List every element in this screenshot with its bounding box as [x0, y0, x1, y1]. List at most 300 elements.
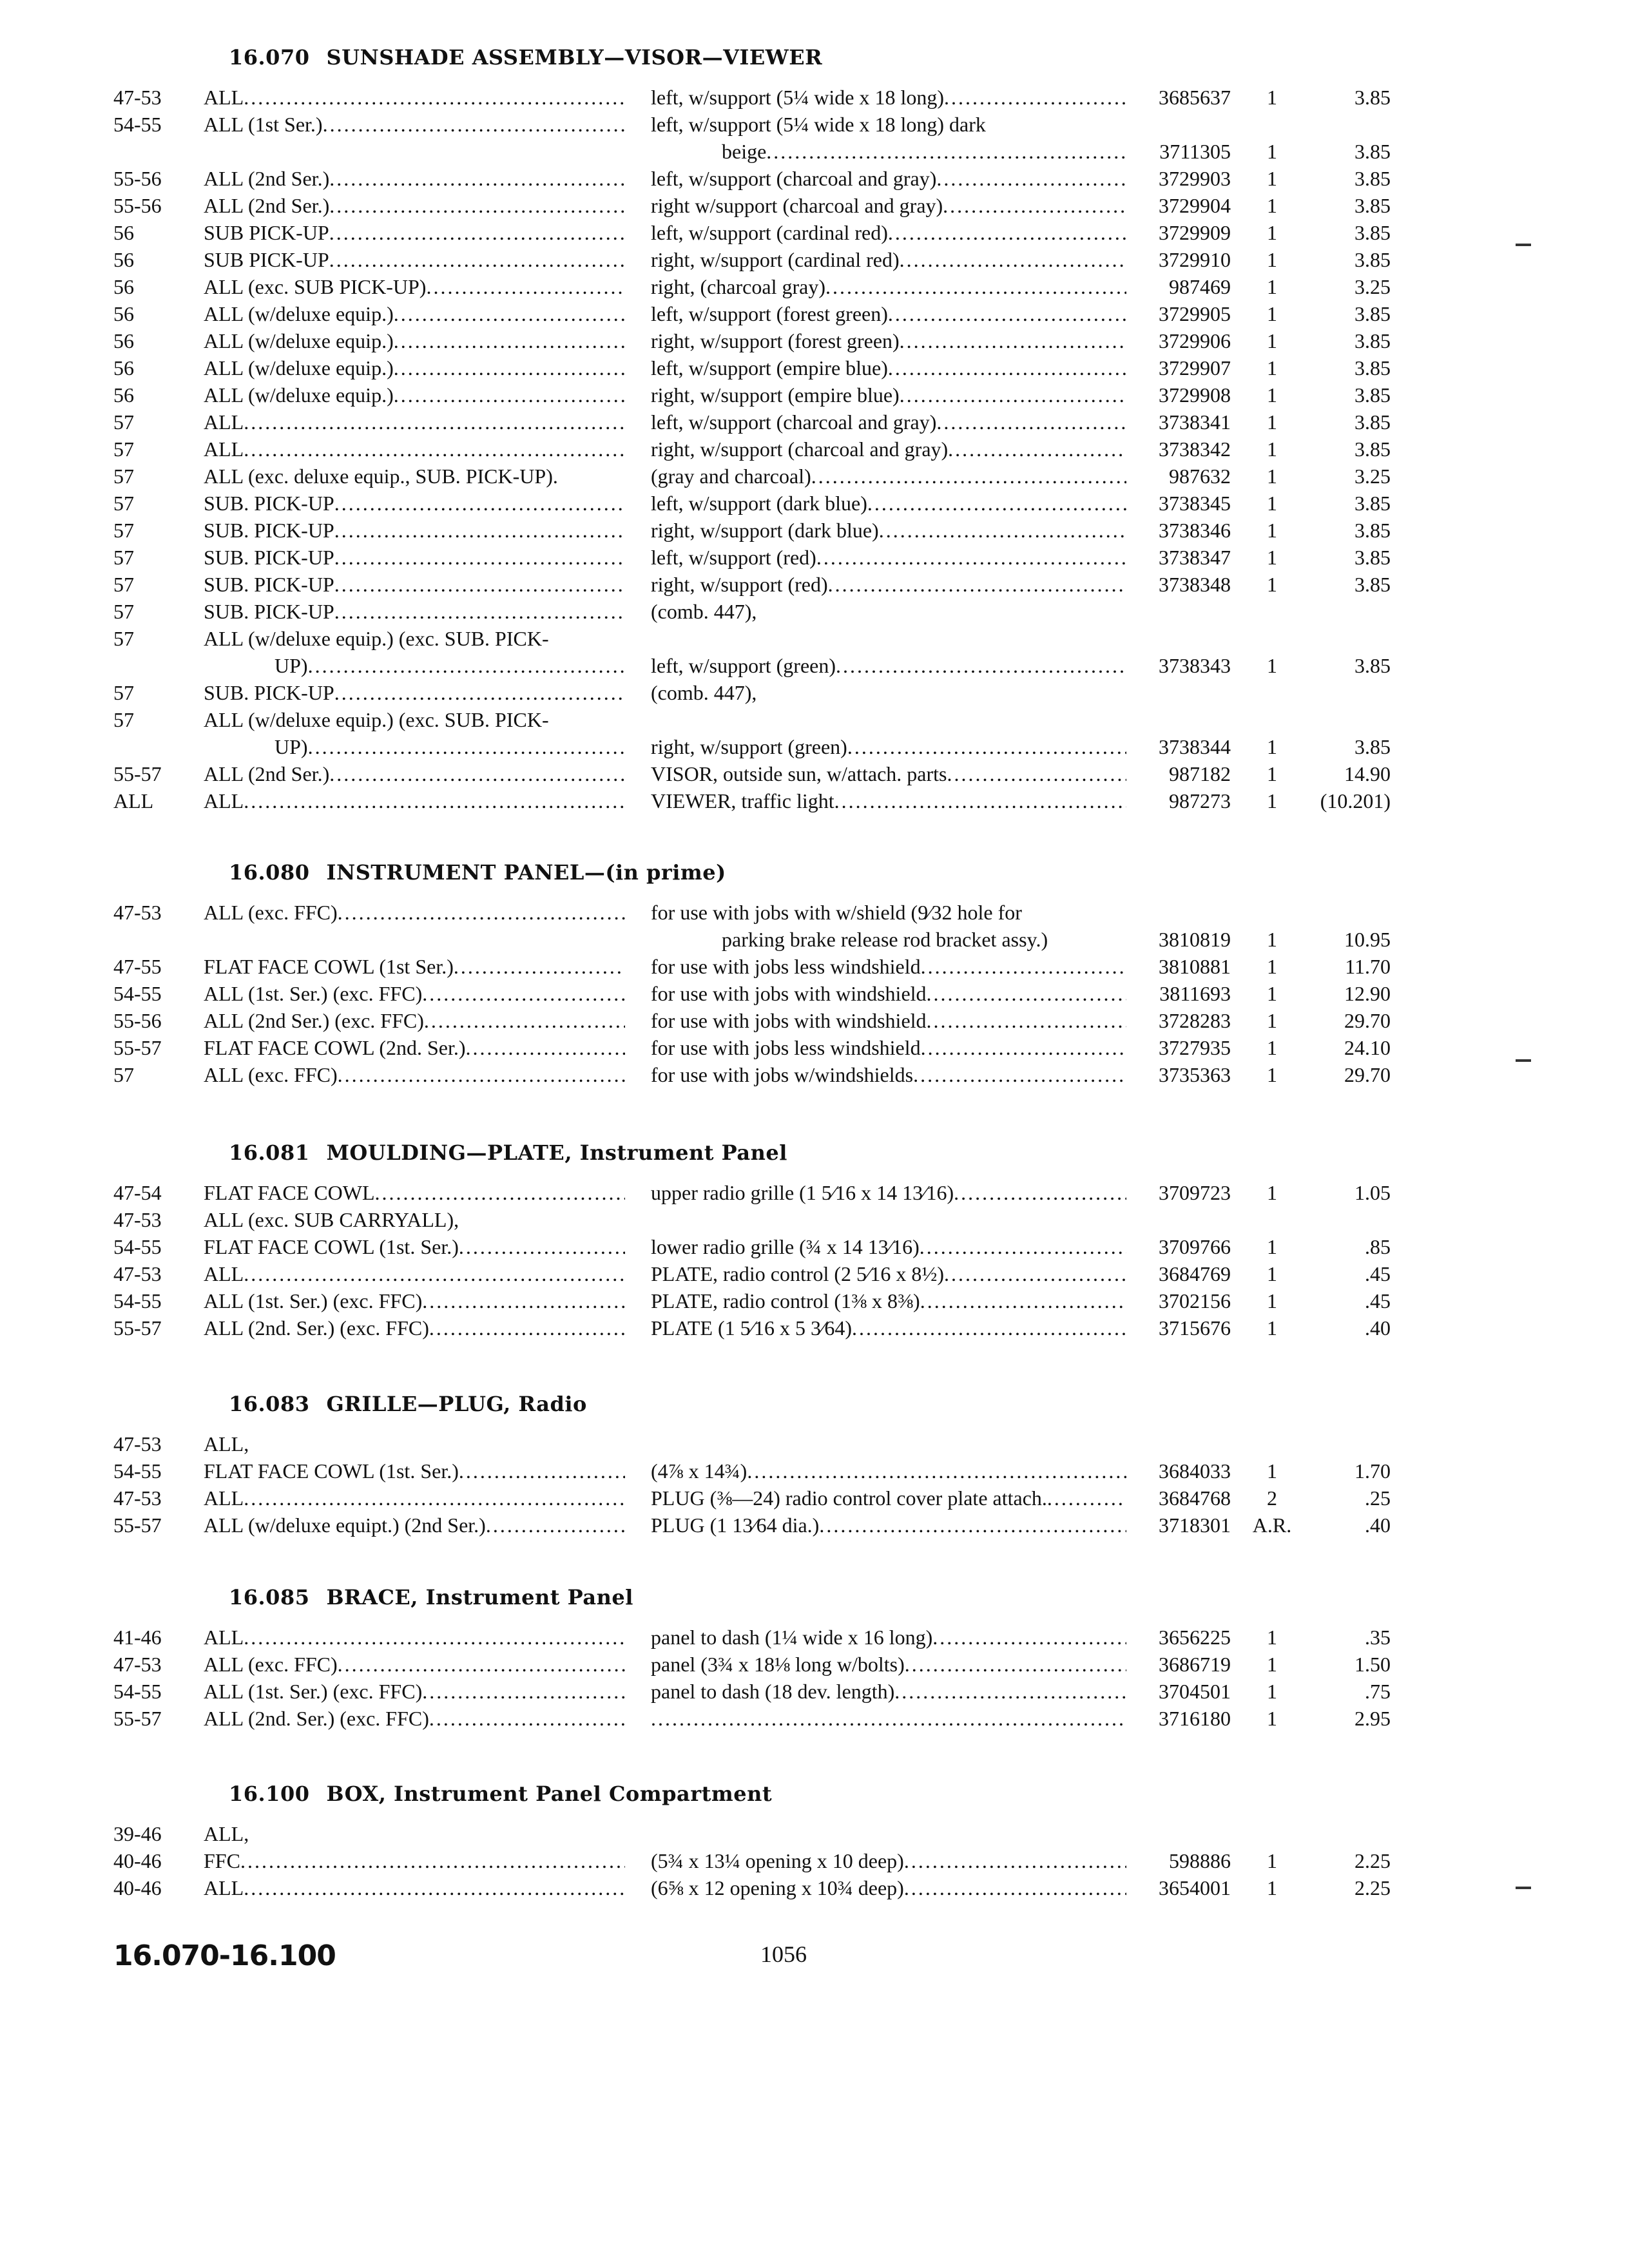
table-row: [0, 436, 1629, 463]
description-cell: [651, 1651, 1126, 1678]
description-cell: [651, 1705, 1126, 1732]
quantity: [1246, 219, 1298, 246]
table-row: [0, 980, 1629, 1007]
table-row: [0, 1061, 1629, 1088]
part-number: [1128, 1705, 1231, 1732]
year-range: [113, 1874, 197, 1901]
model-cell-line2-text: UP): [275, 735, 308, 758]
year-range-text: 57: [113, 437, 134, 461]
quantity: [1246, 544, 1298, 571]
model-cell: [204, 899, 625, 926]
description-cell: [651, 490, 1126, 517]
quantity-text: 1: [1267, 1235, 1277, 1258]
year-range-text: 56: [113, 302, 134, 325]
part-number-text: 3729903: [1159, 167, 1231, 190]
part-number-text: 3656225: [1159, 1626, 1231, 1649]
description-cell-text: left, w/support (green): [651, 654, 836, 677]
year-range: [113, 1820, 197, 1847]
model-cell-text: ALL (w/deluxe equip.): [204, 383, 394, 407]
description-cell: [651, 1061, 1126, 1088]
year-range: [113, 1314, 197, 1341]
description-cell-line2: [651, 926, 1126, 953]
model-cell-text: ALL (w/deluxe equipt.) (2nd Ser.): [204, 1514, 486, 1537]
quantity-text: 1: [1267, 1316, 1277, 1340]
model-cell-text: FLAT FACE COWL: [204, 1181, 375, 1204]
model-cell: [204, 1820, 625, 1847]
year-range: [113, 1847, 197, 1874]
part-number: [1128, 219, 1231, 246]
part-number: [1128, 246, 1231, 273]
year-range-text: 56: [113, 356, 134, 380]
description-cell: [651, 1874, 1126, 1901]
model-cell: [204, 1034, 625, 1061]
year-range-text: 55-56: [113, 1009, 162, 1032]
table-row: [0, 300, 1629, 327]
part-number-text: 3709766: [1159, 1235, 1231, 1258]
quantity-text: 1: [1267, 1262, 1277, 1285]
year-range-text: 57: [113, 573, 134, 596]
model-cell: [204, 192, 625, 219]
section-heading: [229, 1585, 633, 1610]
quantity-text: 1: [1267, 1459, 1277, 1483]
description-cell: [651, 436, 1126, 463]
table-row: [0, 1206, 1629, 1233]
year-range-text: 47-53: [113, 1653, 162, 1676]
section-title: SUNSHADE ASSEMBLY—VISOR—VIEWER: [326, 45, 823, 70]
year-range: [113, 111, 197, 138]
year-range-text: 57: [113, 465, 134, 488]
price-text: 29.70: [1344, 1009, 1391, 1032]
price-text: 3.85: [1354, 437, 1391, 461]
price: [1308, 1179, 1391, 1206]
table-row: [0, 706, 1629, 760]
year-range-text: 54-55: [113, 1289, 162, 1312]
price: [1308, 980, 1391, 1007]
table-row: [0, 1512, 1629, 1539]
quantity-text: 1: [1267, 1876, 1277, 1899]
quantity: [1246, 1485, 1298, 1512]
part-number-text: 987273: [1169, 789, 1231, 812]
year-range-text: 54-55: [113, 113, 162, 136]
price: [1308, 1874, 1391, 1901]
part-number-text: 3738348: [1159, 573, 1231, 596]
footer-section-range: 16.070-16.100: [113, 1939, 336, 1972]
part-number-text: 3729905: [1159, 302, 1231, 325]
price: [1308, 273, 1391, 300]
quantity-text: 1: [1267, 762, 1277, 785]
year-range-text: 55-56: [113, 194, 162, 217]
part-number-text: 3654001: [1159, 1876, 1231, 1899]
model-cell: [204, 1314, 625, 1341]
description-cell: [651, 1034, 1126, 1061]
model-cell-text: ALL (2nd Ser.): [204, 194, 330, 217]
year-range: [113, 625, 197, 652]
description-cell-text: left, w/support (cardinal red): [651, 221, 888, 244]
table-row: [0, 787, 1629, 814]
part-number: [1128, 1314, 1231, 1341]
description-cell: [651, 598, 1126, 625]
model-cell-text: ALL: [204, 437, 244, 461]
quantity: [1246, 1233, 1298, 1260]
price-text: 3.85: [1354, 248, 1391, 271]
table-row: [0, 1820, 1629, 1847]
price: [1308, 1287, 1391, 1314]
description-cell: [651, 1007, 1126, 1034]
price: [1308, 733, 1391, 760]
year-range-text: 56: [113, 329, 134, 352]
model-cell-text: SUB. PICK-UP: [204, 600, 334, 623]
table-row: [0, 544, 1629, 571]
part-number: [1128, 1179, 1231, 1206]
price: [1308, 1034, 1391, 1061]
part-number: [1128, 490, 1231, 517]
quantity-text: 1: [1267, 1653, 1277, 1676]
description-cell-text: left, w/support (empire blue): [651, 356, 888, 380]
table-row: [0, 517, 1629, 544]
year-range: [113, 1485, 197, 1512]
part-number-text: 3735363: [1159, 1063, 1231, 1086]
year-range: [113, 490, 197, 517]
model-cell: [204, 1624, 625, 1651]
model-cell: [204, 1061, 625, 1088]
description-cell-text: PLATE, radio control (1⅜ x 8⅜): [651, 1289, 920, 1312]
description-cell-text: panel to dash (1¼ wide x 16 long): [651, 1626, 933, 1649]
part-number-text: 3718301: [1159, 1514, 1231, 1537]
parts-table: [0, 84, 1629, 814]
year-range: [113, 544, 197, 571]
model-cell-text: ALL (w/deluxe equip.): [204, 329, 394, 352]
description-cell-text: upper radio grille (1 5⁄16 x 14 13⁄16): [651, 1181, 954, 1204]
part-number: [1128, 1624, 1231, 1651]
part-number: [1128, 1034, 1231, 1061]
model-cell-text: ALL (exc. FFC): [204, 1653, 338, 1676]
model-cell-text: ALL (2nd Ser.): [204, 762, 330, 785]
price-text: 3.85: [1354, 735, 1391, 758]
year-range: [113, 1705, 197, 1732]
quantity: [1246, 1705, 1298, 1732]
table-row: [0, 899, 1629, 953]
part-number-text: 3729904: [1159, 194, 1231, 217]
year-range: [113, 1061, 197, 1088]
price: [1308, 1678, 1391, 1705]
part-number-text: 3738346: [1159, 519, 1231, 542]
price-text: (10.201): [1320, 789, 1391, 812]
price-text: 12.90: [1344, 982, 1391, 1005]
quantity: [1246, 1260, 1298, 1287]
model-cell-text: ALL,: [204, 1822, 249, 1845]
description-cell-text: for use with jobs with w/shield (9⁄32 hole for: [651, 901, 1022, 924]
part-number: [1128, 1874, 1231, 1901]
year-range-text: 54-55: [113, 982, 162, 1005]
year-range: [113, 760, 197, 787]
description-cell-text: (4⅞ x 14¾): [651, 1459, 747, 1483]
part-number: [1128, 1485, 1231, 1512]
description-cell-text: left, w/support (5¼ wide x 18 long) dark: [651, 113, 986, 136]
quantity: [1246, 84, 1298, 111]
model-cell-text: ALL (w/deluxe equip.): [204, 302, 394, 325]
year-range: [113, 300, 197, 327]
year-range-text: 47-53: [113, 86, 162, 109]
model-cell-text: ALL (exc. SUB CARRYALL),: [204, 1208, 459, 1231]
table-row: [0, 1314, 1629, 1341]
table-row: [0, 1430, 1629, 1457]
quantity-text: 1: [1267, 221, 1277, 244]
description-cell: [651, 1179, 1126, 1206]
model-cell: [204, 1705, 625, 1732]
quantity-text: 1: [1267, 194, 1277, 217]
model-cell: [204, 327, 625, 354]
table-row: [0, 1485, 1629, 1512]
part-number-text: 3684768: [1159, 1486, 1231, 1510]
year-range-text: 55-56: [113, 167, 162, 190]
price: [1308, 1007, 1391, 1034]
table-row: [0, 219, 1629, 246]
quantity: [1246, 760, 1298, 787]
part-number-text: 3728283: [1159, 1009, 1231, 1032]
model-cell-text: ALL (1st. Ser.) (exc. FFC): [204, 1680, 423, 1703]
table-row: [0, 1179, 1629, 1206]
part-number-text: 3727935: [1159, 1036, 1231, 1059]
quantity-text: 1: [1267, 1181, 1277, 1204]
model-cell: [204, 408, 625, 436]
price: [1308, 490, 1391, 517]
model-cell-text: ALL (exc. FFC): [204, 1063, 338, 1086]
quantity-text: 1: [1267, 329, 1277, 352]
description-cell-text: right, w/support (dark blue): [651, 519, 879, 542]
part-number: [1128, 300, 1231, 327]
part-number: [1128, 517, 1231, 544]
model-cell-text: FFC: [204, 1849, 240, 1872]
price: [1308, 463, 1391, 490]
description-cell: [651, 787, 1126, 814]
price-text: 3.85: [1354, 302, 1391, 325]
year-range-text: 47-53: [113, 1432, 162, 1456]
model-cell: [204, 1485, 625, 1512]
year-range-text: 55-57: [113, 762, 162, 785]
description-cell-text: left, w/support (red): [651, 546, 816, 569]
model-cell: [204, 679, 625, 706]
quantity-text: 2: [1267, 1486, 1277, 1510]
description-cell-text: left, w/support (dark blue): [651, 492, 867, 515]
table-row: [0, 625, 1629, 679]
price: [1308, 300, 1391, 327]
quantity: [1246, 1624, 1298, 1651]
model-cell-line2-text: UP): [275, 654, 308, 677]
model-cell: [204, 490, 625, 517]
year-range-text: 41-46: [113, 1626, 162, 1649]
section-title: MOULDING—PLATE, Instrument Panel: [326, 1140, 787, 1165]
quantity: [1246, 300, 1298, 327]
description-cell: [651, 408, 1126, 436]
quantity-text: 1: [1267, 546, 1277, 569]
quantity-text: 1: [1267, 519, 1277, 542]
quantity: [1246, 1179, 1298, 1206]
description-cell-text: PLATE, radio control (2 5⁄16 x 8½): [651, 1262, 945, 1285]
price-text: 3.85: [1354, 356, 1391, 380]
description-cell-text: left, w/support (charcoal and gray): [651, 410, 937, 434]
year-range-text: 39-46: [113, 1822, 162, 1845]
table-row: [0, 490, 1629, 517]
model-cell: [204, 598, 625, 625]
model-cell: [204, 1233, 625, 1260]
year-range-text: 47-53: [113, 901, 162, 924]
part-number: [1128, 1007, 1231, 1034]
table-row: [0, 273, 1629, 300]
part-number-text: 3711305: [1159, 140, 1231, 163]
section-title: BOX, Instrument Panel Compartment: [326, 1782, 773, 1806]
description-cell: [651, 192, 1126, 219]
description-cell: [651, 381, 1126, 408]
price: [1308, 1512, 1391, 1539]
part-number: [1128, 192, 1231, 219]
price: [1308, 926, 1391, 953]
model-cell-text: FLAT FACE COWL (1st. Ser.): [204, 1459, 459, 1483]
model-cell: [204, 571, 625, 598]
part-number-text: 3704501: [1159, 1680, 1231, 1703]
description-cell: [651, 1624, 1126, 1651]
description-cell: [651, 1233, 1126, 1260]
model-cell-text: ALL: [204, 410, 244, 434]
model-cell-text: ALL (exc. FFC): [204, 901, 338, 924]
year-range: [113, 1260, 197, 1287]
year-range-text: 54-55: [113, 1459, 162, 1483]
model-cell: [204, 625, 625, 679]
part-number: [1128, 926, 1231, 953]
model-cell-text: SUB. PICK-UP: [204, 519, 334, 542]
year-range-text: 57: [113, 627, 134, 650]
price-text: 3.85: [1354, 546, 1391, 569]
table-row: [0, 1651, 1629, 1678]
model-cell: [204, 517, 625, 544]
quantity: [1246, 517, 1298, 544]
model-cell-text: SUB. PICK-UP: [204, 546, 334, 569]
section-heading: [229, 1392, 587, 1416]
quantity-text: 1: [1267, 356, 1277, 380]
year-range-text: 47-54: [113, 1181, 162, 1204]
price: [1308, 84, 1391, 111]
part-number: [1128, 760, 1231, 787]
margin-mark: [1516, 244, 1531, 246]
year-range: [113, 1206, 197, 1233]
price: [1308, 787, 1391, 814]
description-cell: [651, 354, 1126, 381]
year-range-text: 55-57: [113, 1707, 162, 1730]
table-row: [0, 1287, 1629, 1314]
model-cell-text: ALL (2nd Ser.): [204, 167, 330, 190]
part-number-text: 3738345: [1159, 492, 1231, 515]
price-text: 10.95: [1344, 928, 1391, 951]
price-text: 3.25: [1354, 275, 1391, 298]
quantity: [1246, 1061, 1298, 1088]
part-number: [1128, 165, 1231, 192]
part-number: [1128, 1651, 1231, 1678]
part-number-text: 3684033: [1159, 1459, 1231, 1483]
model-cell: [204, 787, 625, 814]
quantity-text: 1: [1267, 573, 1277, 596]
quantity: [1246, 1678, 1298, 1705]
quantity: [1246, 1314, 1298, 1341]
model-cell: [204, 436, 625, 463]
quantity: [1246, 1512, 1298, 1539]
quantity-text: 1: [1267, 1009, 1277, 1032]
model-cell-text: ALL (1st. Ser.) (exc. FFC): [204, 982, 423, 1005]
year-range-text: 55-57: [113, 1036, 162, 1059]
model-cell-text: ALL (1st Ser.): [204, 113, 323, 136]
model-cell-text: SUB. PICK-UP: [204, 492, 334, 515]
part-number-text: 3716180: [1159, 1707, 1231, 1730]
price: [1308, 1847, 1391, 1874]
description-cell-text: right, w/support (cardinal red): [651, 248, 900, 271]
model-cell-line2: [204, 733, 625, 760]
quantity-text: 1: [1267, 1063, 1277, 1086]
year-range: [113, 679, 197, 706]
table-row: [0, 1847, 1629, 1874]
model-cell-text: SUB PICK-UP: [204, 248, 329, 271]
price-text: 3.85: [1354, 221, 1391, 244]
year-range: [113, 517, 197, 544]
year-range: [113, 273, 197, 300]
model-cell-text: ALL (2nd. Ser.) (exc. FFC): [204, 1707, 429, 1730]
price-text: 3.85: [1354, 329, 1391, 352]
model-cell-text: ALL: [204, 86, 244, 109]
quantity: [1246, 381, 1298, 408]
model-cell-text: SUB PICK-UP: [204, 221, 329, 244]
description-cell-line2-text: beige: [722, 140, 767, 163]
model-cell-text: FLAT FACE COWL (1st. Ser.): [204, 1235, 459, 1258]
model-cell: [204, 463, 625, 490]
part-number-text: 3729908: [1159, 383, 1231, 407]
section-number: 16.100: [229, 1782, 310, 1806]
description-cell: [651, 652, 1126, 679]
part-number-text: 987182: [1169, 762, 1231, 785]
part-number: [1128, 1260, 1231, 1287]
year-range-text: 56: [113, 275, 134, 298]
section-heading: [229, 1782, 772, 1806]
quantity-text: 1: [1267, 140, 1277, 163]
part-number-text: 3738343: [1159, 654, 1231, 677]
quantity: [1246, 980, 1298, 1007]
quantity: [1246, 165, 1298, 192]
description-cell-text: right, w/support (green): [651, 735, 847, 758]
section-title: INSTRUMENT PANEL—(in prime): [326, 860, 726, 885]
table-row: [0, 1678, 1629, 1705]
quantity: [1246, 1457, 1298, 1485]
description-cell: [651, 327, 1126, 354]
description-cell: [651, 1847, 1126, 1874]
price-text: .25: [1365, 1486, 1391, 1510]
price: [1308, 408, 1391, 436]
table-row: [0, 111, 1629, 165]
part-number: [1128, 354, 1231, 381]
quantity: [1246, 490, 1298, 517]
part-number: [1128, 1847, 1231, 1874]
table-row: [0, 1624, 1629, 1651]
price: [1308, 192, 1391, 219]
section-title: GRILLE—PLUG, Radio: [326, 1392, 587, 1416]
price: [1308, 381, 1391, 408]
table-row: [0, 327, 1629, 354]
quantity-text: 1: [1267, 1680, 1277, 1703]
part-number-text: 3738341: [1159, 410, 1231, 434]
description-cell: [651, 1512, 1126, 1539]
year-range: [113, 1624, 197, 1651]
quantity-text: 1: [1267, 275, 1277, 298]
year-range: [113, 381, 197, 408]
price-text: 1.50: [1354, 1653, 1391, 1676]
quantity-text: 1: [1267, 1289, 1277, 1312]
description-cell-text: (5¾ x 13¼ opening x 10 deep): [651, 1849, 904, 1872]
part-number-text: 3729910: [1159, 248, 1231, 271]
